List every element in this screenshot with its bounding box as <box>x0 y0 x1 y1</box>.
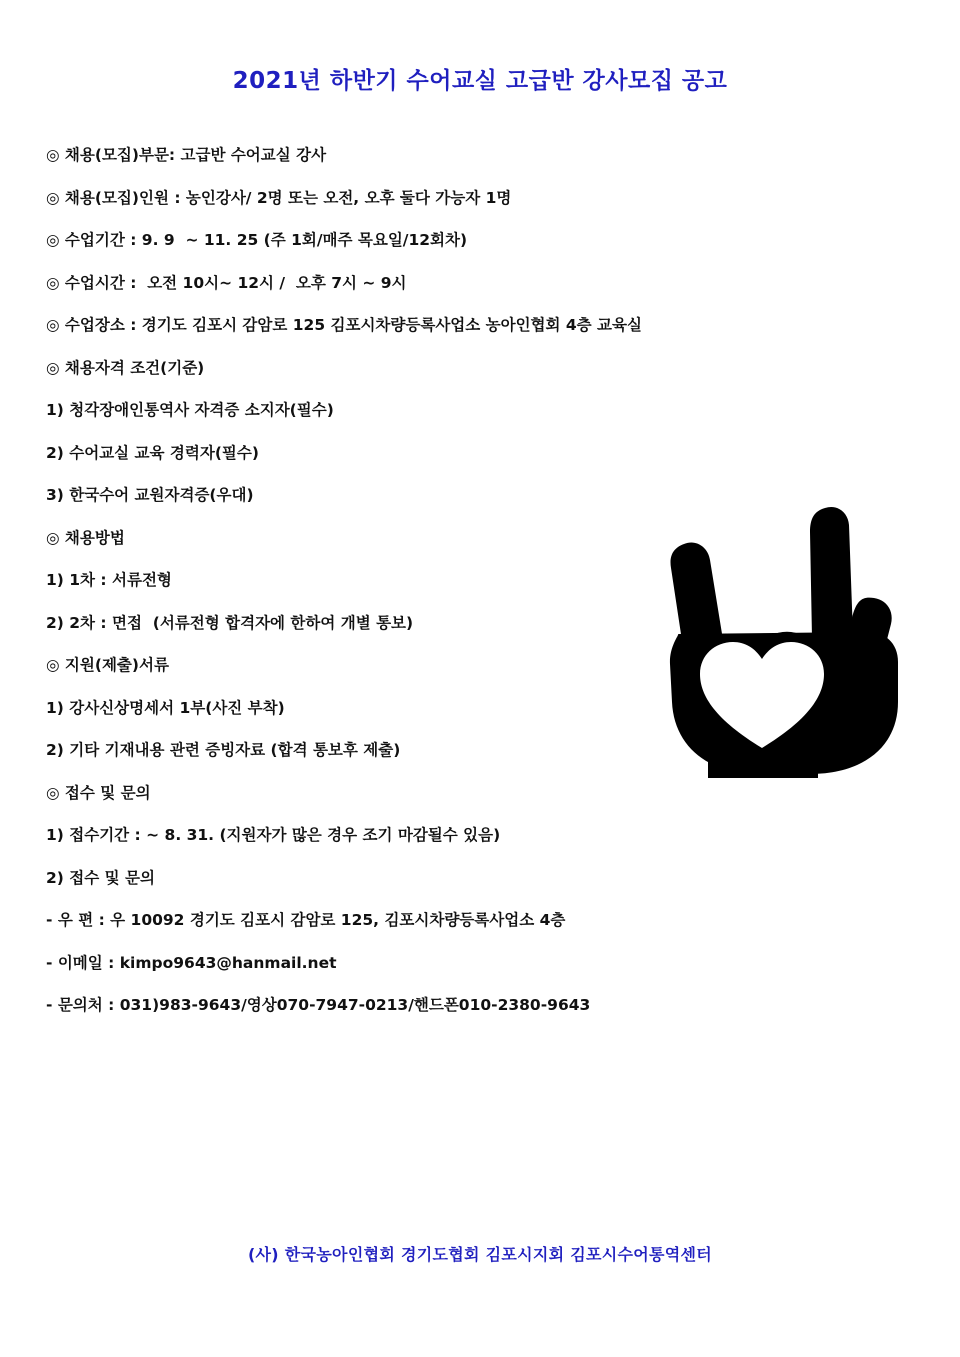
body-line: ◎ 지원(제출)서류 <box>46 656 169 674</box>
body-line: 2) 기타 기재내용 관련 증빙자료 (합격 통보후 제출) <box>46 741 401 759</box>
body-line: 2) 접수 및 문의 <box>46 868 155 887</box>
body-line: - 문의처 : 031)983-9643/영상070-7947-0213/핸드폰010-2380-9643 <box>46 996 591 1014</box>
body-line: ◎ 채용자격 조건(기준) <box>46 358 205 377</box>
body-line: 2) 2차 : 면접 (서류전형 합격자에 한하여 개별 통보) <box>46 613 414 632</box>
body-line: 1) 1차 : 서류전형 <box>46 571 172 589</box>
body-line: 1) 강사신상명세서 1부(사진 부착) <box>46 698 285 717</box>
ily-hand-sign-with-heart-icon <box>612 448 912 778</box>
body-line: - 우 편 : 우 10092 경기도 김포시 감암로 125, 김포시차량등록사업소 4층 <box>46 911 566 929</box>
body-line: - 이메일 : kimpo9643@hanmail.net <box>46 953 337 972</box>
page-title: 2021년 하반기 수어교실 고급반 강사모집 공고 <box>232 68 728 94</box>
organization-footer: (사) 한국농아인협회 경기도협회 김포시지회 김포시수어통역센터 <box>247 1245 713 1264</box>
body-line: 1) 접수기간 : ~ 8. 31. (지원자가 많은 경우 조기 마감될수 있음) <box>46 826 501 844</box>
body-line: ◎ 채용(모집)인원 : 농인강사/ 2명 또는 오전, 오후 둘다 가능자 1명 <box>46 188 512 207</box>
body-line: ◎ 채용(모집)부문: 고급반 수어교실 강사 <box>46 146 327 164</box>
body-line: ◎ 채용방법 <box>46 528 125 547</box>
body-line: ◎ 접수 및 문의 <box>46 783 151 802</box>
body-line: 1) 청각장애인통역사 자격증 소지자(필수) <box>46 401 334 419</box>
body-line: 3) 한국수어 교원자격증(우대) <box>46 486 254 504</box>
body-line: 2) 수어교실 교육 경력자(필수) <box>46 443 259 462</box>
body-line: ◎ 수업시간 : 오전 10시~ 12시 / 오후 7시 ~ 9시 <box>46 273 407 292</box>
body-line: ◎ 수업기간 : 9. 9 ~ 11. 25 (주 1회/매주 목요일/12회차) <box>46 231 468 249</box>
body-line: ◎ 수업장소 : 경기도 김포시 감암로 125 김포시차량등록사업소 농아인협회 4층 교육실 <box>46 316 642 334</box>
